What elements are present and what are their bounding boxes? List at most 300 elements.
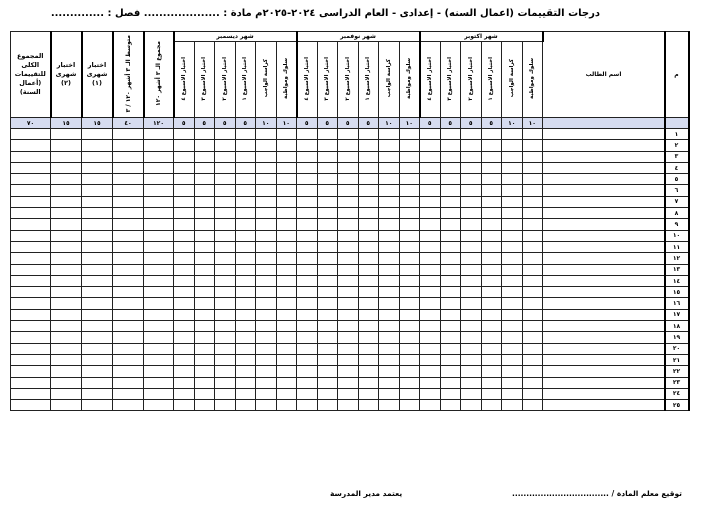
grade-cell[interactable] (256, 343, 277, 354)
grade-cell[interactable] (399, 287, 420, 298)
grade-cell[interactable] (235, 230, 256, 241)
grade-cell[interactable] (82, 332, 113, 343)
grade-cell[interactable] (174, 140, 195, 151)
grade-cell[interactable] (144, 366, 174, 377)
grade-cell[interactable] (215, 388, 236, 399)
grade-cell[interactable] (297, 275, 318, 286)
grade-cell[interactable] (338, 151, 359, 162)
grade-cell[interactable] (11, 309, 51, 320)
student-name-cell[interactable] (543, 151, 665, 162)
grade-cell[interactable] (399, 264, 420, 275)
grade-cell[interactable] (51, 129, 82, 140)
grade-cell[interactable] (338, 366, 359, 377)
grade-cell[interactable] (235, 321, 256, 332)
grade-cell[interactable] (420, 388, 441, 399)
student-name-cell[interactable] (543, 196, 665, 207)
grade-cell[interactable] (522, 219, 543, 230)
grade-cell[interactable] (235, 174, 256, 185)
student-name-cell[interactable] (543, 162, 665, 173)
grade-cell[interactable] (420, 377, 441, 388)
grade-cell[interactable] (399, 230, 420, 241)
grade-cell[interactable] (481, 230, 502, 241)
grade-cell[interactable] (379, 332, 400, 343)
grade-cell[interactable] (358, 264, 379, 275)
grade-cell[interactable] (379, 354, 400, 365)
grade-cell[interactable] (399, 332, 420, 343)
grade-cell[interactable] (215, 185, 236, 196)
grade-cell[interactable] (481, 140, 502, 151)
grade-cell[interactable] (51, 241, 82, 252)
grade-cell[interactable] (522, 230, 543, 241)
grade-cell[interactable] (276, 253, 297, 264)
grade-cell[interactable] (256, 140, 277, 151)
grade-cell[interactable] (235, 129, 256, 140)
grade-cell[interactable] (522, 253, 543, 264)
grade-cell[interactable] (256, 298, 277, 309)
grade-cell[interactable] (440, 219, 461, 230)
grade-cell[interactable] (235, 298, 256, 309)
grade-cell[interactable] (144, 219, 174, 230)
grade-cell[interactable] (82, 253, 113, 264)
grade-cell[interactable] (461, 253, 482, 264)
grade-cell[interactable] (194, 129, 215, 140)
grade-cell[interactable] (235, 354, 256, 365)
grade-cell[interactable] (297, 253, 318, 264)
grade-cell[interactable] (51, 162, 82, 173)
grade-cell[interactable] (297, 366, 318, 377)
grade-cell[interactable] (399, 298, 420, 309)
grade-cell[interactable] (51, 174, 82, 185)
grade-cell[interactable] (358, 196, 379, 207)
grade-cell[interactable] (461, 343, 482, 354)
grade-cell[interactable] (113, 241, 144, 252)
grade-cell[interactable] (358, 129, 379, 140)
grade-cell[interactable] (481, 174, 502, 185)
grade-cell[interactable] (461, 230, 482, 241)
grade-cell[interactable] (358, 185, 379, 196)
grade-cell[interactable] (215, 253, 236, 264)
grade-cell[interactable] (379, 264, 400, 275)
grade-cell[interactable] (51, 377, 82, 388)
grade-cell[interactable] (256, 332, 277, 343)
grade-cell[interactable] (481, 321, 502, 332)
grade-cell[interactable] (420, 230, 441, 241)
grade-cell[interactable] (420, 219, 441, 230)
grade-cell[interactable] (113, 309, 144, 320)
grade-cell[interactable] (522, 129, 543, 140)
student-name-cell[interactable] (543, 298, 665, 309)
grade-cell[interactable] (235, 185, 256, 196)
grade-cell[interactable] (297, 208, 318, 219)
grade-cell[interactable] (113, 196, 144, 207)
grade-cell[interactable] (420, 309, 441, 320)
grade-cell[interactable] (144, 208, 174, 219)
grade-cell[interactable] (440, 264, 461, 275)
grade-cell[interactable] (399, 196, 420, 207)
grade-cell[interactable] (317, 230, 338, 241)
grade-cell[interactable] (235, 208, 256, 219)
grade-cell[interactable] (399, 208, 420, 219)
grade-cell[interactable] (399, 151, 420, 162)
grade-cell[interactable] (358, 377, 379, 388)
student-name-cell[interactable] (543, 343, 665, 354)
grade-cell[interactable] (481, 354, 502, 365)
grade-cell[interactable] (297, 309, 318, 320)
grade-cell[interactable] (113, 275, 144, 286)
grade-cell[interactable] (481, 377, 502, 388)
grade-cell[interactable] (11, 129, 51, 140)
grade-cell[interactable] (461, 219, 482, 230)
grade-cell[interactable] (502, 253, 523, 264)
grade-cell[interactable] (481, 309, 502, 320)
grade-cell[interactable] (215, 366, 236, 377)
grade-cell[interactable] (256, 219, 277, 230)
grade-cell[interactable] (11, 185, 51, 196)
grade-cell[interactable] (215, 377, 236, 388)
grade-cell[interactable] (522, 366, 543, 377)
grade-cell[interactable] (174, 377, 195, 388)
grade-cell[interactable] (276, 275, 297, 286)
grade-cell[interactable] (113, 151, 144, 162)
grade-cell[interactable] (440, 388, 461, 399)
grade-cell[interactable] (338, 275, 359, 286)
grade-cell[interactable] (481, 185, 502, 196)
grade-cell[interactable] (174, 174, 195, 185)
grade-cell[interactable] (358, 388, 379, 399)
grade-cell[interactable] (297, 230, 318, 241)
grade-cell[interactable] (522, 354, 543, 365)
grade-cell[interactable] (338, 377, 359, 388)
grade-cell[interactable] (297, 377, 318, 388)
grade-cell[interactable] (194, 287, 215, 298)
grade-cell[interactable] (276, 230, 297, 241)
grade-cell[interactable] (194, 298, 215, 309)
grade-cell[interactable] (194, 309, 215, 320)
grade-cell[interactable] (194, 377, 215, 388)
grade-cell[interactable] (481, 151, 502, 162)
grade-cell[interactable] (215, 162, 236, 173)
grade-cell[interactable] (113, 332, 144, 343)
grade-cell[interactable] (113, 230, 144, 241)
student-name-cell[interactable] (543, 366, 665, 377)
grade-cell[interactable] (113, 388, 144, 399)
grade-cell[interactable] (461, 321, 482, 332)
grade-cell[interactable] (317, 343, 338, 354)
grade-cell[interactable] (256, 388, 277, 399)
grade-cell[interactable] (215, 241, 236, 252)
grade-cell[interactable] (358, 151, 379, 162)
grade-cell[interactable] (358, 287, 379, 298)
grade-cell[interactable] (144, 354, 174, 365)
grade-cell[interactable] (256, 196, 277, 207)
grade-cell[interactable] (297, 162, 318, 173)
grade-cell[interactable] (440, 298, 461, 309)
grade-cell[interactable] (215, 174, 236, 185)
grade-cell[interactable] (11, 219, 51, 230)
grade-cell[interactable] (235, 400, 256, 411)
grade-cell[interactable] (481, 298, 502, 309)
grade-cell[interactable] (379, 253, 400, 264)
grade-cell[interactable] (194, 241, 215, 252)
grade-cell[interactable] (502, 185, 523, 196)
grade-cell[interactable] (82, 208, 113, 219)
grade-cell[interactable] (297, 151, 318, 162)
grade-cell[interactable] (317, 388, 338, 399)
grade-cell[interactable] (174, 208, 195, 219)
grade-cell[interactable] (194, 219, 215, 230)
grade-cell[interactable] (256, 185, 277, 196)
grade-cell[interactable] (144, 129, 174, 140)
grade-cell[interactable] (144, 253, 174, 264)
grade-cell[interactable] (82, 196, 113, 207)
grade-cell[interactable] (174, 321, 195, 332)
grade-cell[interactable] (420, 343, 441, 354)
grade-cell[interactable] (502, 321, 523, 332)
grade-cell[interactable] (194, 196, 215, 207)
student-name-cell[interactable] (543, 388, 665, 399)
grade-cell[interactable] (11, 377, 51, 388)
grade-cell[interactable] (235, 332, 256, 343)
grade-cell[interactable] (144, 309, 174, 320)
grade-cell[interactable] (420, 151, 441, 162)
grade-cell[interactable] (194, 400, 215, 411)
grade-cell[interactable] (194, 253, 215, 264)
grade-cell[interactable] (235, 343, 256, 354)
grade-cell[interactable] (522, 343, 543, 354)
grade-cell[interactable] (51, 264, 82, 275)
grade-cell[interactable] (144, 377, 174, 388)
grade-cell[interactable] (276, 332, 297, 343)
grade-cell[interactable] (51, 309, 82, 320)
grade-cell[interactable] (420, 298, 441, 309)
grade-cell[interactable] (317, 129, 338, 140)
grade-cell[interactable] (481, 287, 502, 298)
grade-cell[interactable] (144, 343, 174, 354)
grade-cell[interactable] (358, 309, 379, 320)
grade-cell[interactable] (338, 162, 359, 173)
grade-cell[interactable] (338, 343, 359, 354)
grade-cell[interactable] (440, 332, 461, 343)
grade-cell[interactable] (358, 241, 379, 252)
grade-cell[interactable] (256, 366, 277, 377)
grade-cell[interactable] (11, 275, 51, 286)
grade-cell[interactable] (82, 174, 113, 185)
grade-cell[interactable] (379, 241, 400, 252)
grade-cell[interactable] (440, 366, 461, 377)
student-name-cell[interactable] (543, 129, 665, 140)
grade-cell[interactable] (144, 140, 174, 151)
grade-cell[interactable] (113, 298, 144, 309)
grade-cell[interactable] (51, 230, 82, 241)
grade-cell[interactable] (297, 219, 318, 230)
grade-cell[interactable] (481, 332, 502, 343)
grade-cell[interactable] (317, 253, 338, 264)
grade-cell[interactable] (276, 343, 297, 354)
grade-cell[interactable] (358, 174, 379, 185)
grade-cell[interactable] (379, 219, 400, 230)
grade-cell[interactable] (502, 343, 523, 354)
grade-cell[interactable] (399, 241, 420, 252)
grade-cell[interactable] (440, 354, 461, 365)
grade-cell[interactable] (522, 332, 543, 343)
grade-cell[interactable] (420, 321, 441, 332)
grade-cell[interactable] (235, 377, 256, 388)
grade-cell[interactable] (481, 388, 502, 399)
grade-cell[interactable] (51, 287, 82, 298)
grade-cell[interactable] (461, 162, 482, 173)
grade-cell[interactable] (358, 140, 379, 151)
grade-cell[interactable] (11, 366, 51, 377)
grade-cell[interactable] (256, 309, 277, 320)
grade-cell[interactable] (174, 366, 195, 377)
grade-cell[interactable] (11, 140, 51, 151)
grade-cell[interactable] (461, 287, 482, 298)
grade-cell[interactable] (461, 151, 482, 162)
grade-cell[interactable] (174, 129, 195, 140)
grade-cell[interactable] (358, 321, 379, 332)
grade-cell[interactable] (317, 287, 338, 298)
grade-cell[interactable] (297, 185, 318, 196)
grade-cell[interactable] (256, 241, 277, 252)
grade-cell[interactable] (420, 140, 441, 151)
grade-cell[interactable] (420, 332, 441, 343)
grade-cell[interactable] (522, 309, 543, 320)
grade-cell[interactable] (399, 253, 420, 264)
grade-cell[interactable] (51, 400, 82, 411)
grade-cell[interactable] (194, 151, 215, 162)
grade-cell[interactable] (420, 129, 441, 140)
grade-cell[interactable] (399, 129, 420, 140)
student-name-cell[interactable] (543, 140, 665, 151)
grade-cell[interactable] (358, 162, 379, 173)
grade-cell[interactable] (440, 241, 461, 252)
grade-cell[interactable] (11, 287, 51, 298)
grade-cell[interactable] (51, 332, 82, 343)
grade-cell[interactable] (11, 151, 51, 162)
grade-cell[interactable] (379, 275, 400, 286)
grade-cell[interactable] (338, 140, 359, 151)
grade-cell[interactable] (420, 366, 441, 377)
grade-cell[interactable] (51, 343, 82, 354)
grade-cell[interactable] (235, 140, 256, 151)
grade-cell[interactable] (317, 241, 338, 252)
grade-cell[interactable] (256, 129, 277, 140)
grade-cell[interactable] (215, 354, 236, 365)
grade-cell[interactable] (194, 185, 215, 196)
grade-cell[interactable] (11, 354, 51, 365)
grade-cell[interactable] (522, 196, 543, 207)
grade-cell[interactable] (399, 309, 420, 320)
grade-cell[interactable] (522, 275, 543, 286)
student-name-cell[interactable] (543, 208, 665, 219)
grade-cell[interactable] (522, 388, 543, 399)
grade-cell[interactable] (420, 354, 441, 365)
grade-cell[interactable] (235, 275, 256, 286)
grade-cell[interactable] (399, 275, 420, 286)
grade-cell[interactable] (276, 354, 297, 365)
grade-cell[interactable] (358, 343, 379, 354)
grade-cell[interactable] (461, 129, 482, 140)
grade-cell[interactable] (51, 185, 82, 196)
grade-cell[interactable] (215, 298, 236, 309)
grade-cell[interactable] (51, 354, 82, 365)
grade-cell[interactable] (522, 377, 543, 388)
grade-cell[interactable] (194, 264, 215, 275)
grade-cell[interactable] (174, 388, 195, 399)
grade-cell[interactable] (338, 185, 359, 196)
grade-cell[interactable] (461, 377, 482, 388)
grade-cell[interactable] (256, 230, 277, 241)
grade-cell[interactable] (174, 230, 195, 241)
grade-cell[interactable] (338, 287, 359, 298)
grade-cell[interactable] (461, 400, 482, 411)
grade-cell[interactable] (338, 208, 359, 219)
student-name-cell[interactable] (543, 241, 665, 252)
grade-cell[interactable] (51, 151, 82, 162)
grade-cell[interactable] (174, 162, 195, 173)
grade-cell[interactable] (194, 321, 215, 332)
grade-cell[interactable] (317, 354, 338, 365)
grade-cell[interactable] (358, 354, 379, 365)
grade-cell[interactable] (317, 298, 338, 309)
student-name-cell[interactable] (543, 332, 665, 343)
grade-cell[interactable] (297, 140, 318, 151)
grade-cell[interactable] (194, 275, 215, 286)
grade-cell[interactable] (379, 230, 400, 241)
grade-cell[interactable] (144, 400, 174, 411)
grade-cell[interactable] (358, 230, 379, 241)
grade-cell[interactable] (297, 129, 318, 140)
grade-cell[interactable] (82, 129, 113, 140)
grade-cell[interactable] (276, 241, 297, 252)
grade-cell[interactable] (338, 388, 359, 399)
grade-cell[interactable] (502, 275, 523, 286)
grade-cell[interactable] (113, 366, 144, 377)
grade-cell[interactable] (144, 275, 174, 286)
grade-cell[interactable] (440, 287, 461, 298)
grade-cell[interactable] (256, 321, 277, 332)
grade-cell[interactable] (338, 354, 359, 365)
grade-cell[interactable] (297, 264, 318, 275)
grade-cell[interactable] (276, 366, 297, 377)
grade-cell[interactable] (358, 253, 379, 264)
grade-cell[interactable] (256, 174, 277, 185)
grade-cell[interactable] (144, 151, 174, 162)
grade-cell[interactable] (338, 309, 359, 320)
grade-cell[interactable] (256, 354, 277, 365)
grade-cell[interactable] (522, 298, 543, 309)
grade-cell[interactable] (51, 388, 82, 399)
grade-cell[interactable] (399, 174, 420, 185)
grade-cell[interactable] (174, 196, 195, 207)
student-name-cell[interactable] (543, 275, 665, 286)
grade-cell[interactable] (11, 321, 51, 332)
grade-cell[interactable] (338, 230, 359, 241)
grade-cell[interactable] (174, 264, 195, 275)
grade-cell[interactable] (317, 309, 338, 320)
grade-cell[interactable] (502, 287, 523, 298)
grade-cell[interactable] (297, 321, 318, 332)
grade-cell[interactable] (11, 343, 51, 354)
grade-cell[interactable] (522, 151, 543, 162)
grade-cell[interactable] (440, 275, 461, 286)
grade-cell[interactable] (420, 400, 441, 411)
grade-cell[interactable] (502, 388, 523, 399)
grade-cell[interactable] (420, 196, 441, 207)
grade-cell[interactable] (144, 185, 174, 196)
grade-cell[interactable] (174, 400, 195, 411)
grade-cell[interactable] (215, 264, 236, 275)
